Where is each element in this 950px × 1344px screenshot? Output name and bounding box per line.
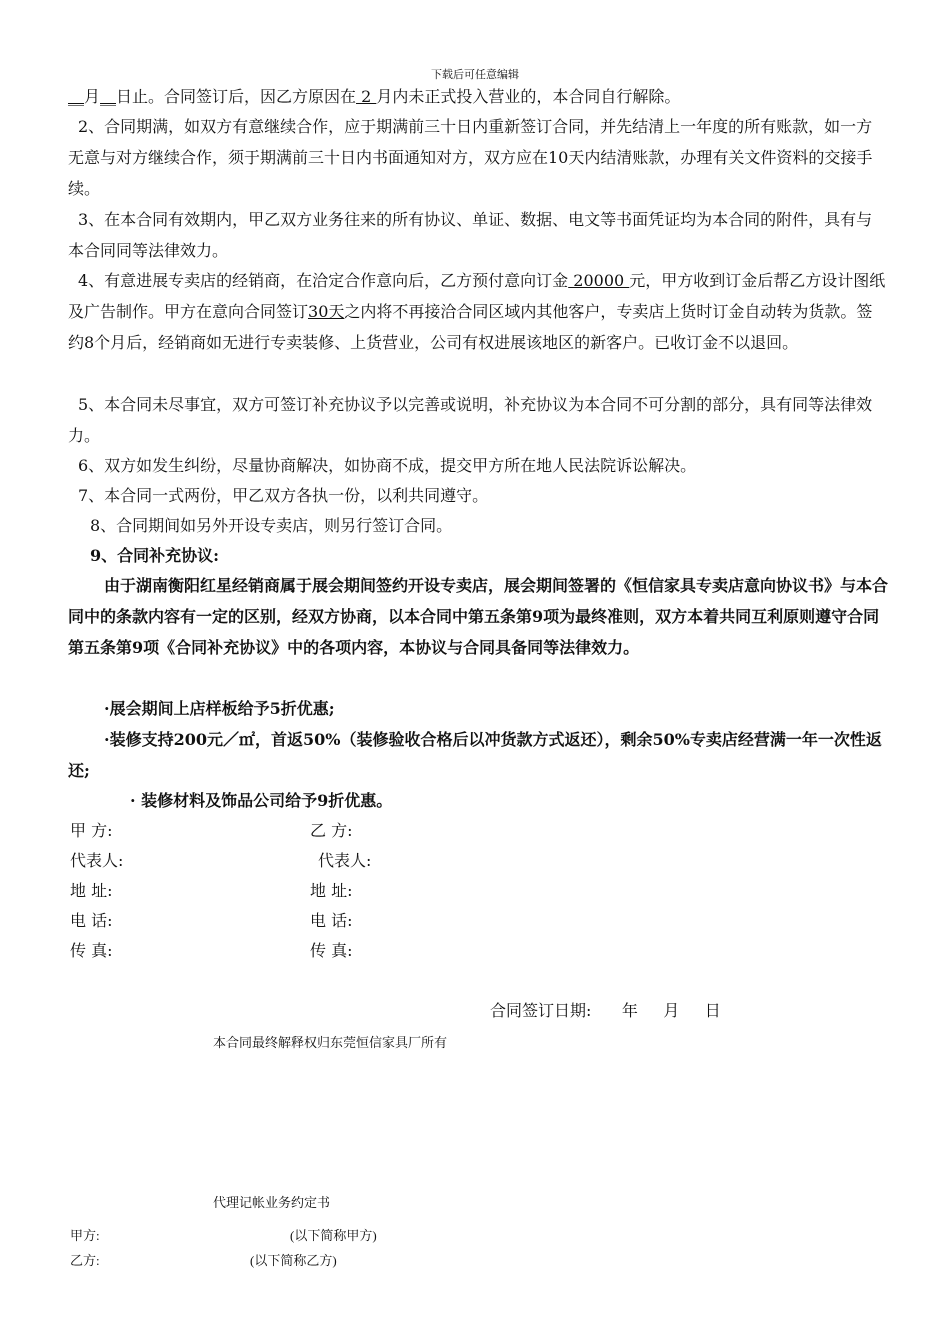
clause-7: 7、本合同一式两份，甲乙双方各执一份，以利共同遵守。 [78,486,489,505]
clause-4-part-b: 元，甲方收到订金后帮乙方设计图纸及广告制作。甲方在意向合同签订 [68,271,886,321]
next-party-a-label: 甲方: [70,1228,100,1243]
next-party-b-note: (以下简称乙方) [250,1253,337,1268]
clause-8: 8、合同期间如另外开设专卖店，则另行签订合同。 [90,516,453,535]
header-note: 下载后可任意编辑 [431,68,519,81]
line1-rest: 日止。合同签订后，因乙方原因在 [116,87,357,106]
month-char: 月 [84,87,101,106]
line1-rest2: 月内未正式投入营业的，本合同自行解除。 [376,87,681,106]
party-b-phone: 电 话: [310,911,353,930]
party-b-fax: 传 真: [310,941,353,960]
clause-4-part-a: 4、有意进展专卖店的经销商，在洽定合作意向后，乙方预付意向订金 [78,271,569,290]
bullet-3: · 装修材料及饰品公司给予9折优惠。 [130,791,393,810]
line-term-end [68,81,888,112]
clause-4-part-c: 之内将不再接洽合同区域内其他客户，专卖店上货时订金自动转为货款。签约8个月后，经销商如无进行专卖装修、上货营业，公司有权进展该地区的新客户。已收订金不以退回。 [68,302,873,352]
clause-4 [68,265,888,358]
sign-date: 合同签订日期: 年 月 日 [490,1001,721,1020]
clause-5: 5、本合同未尽事宜，双方可签订补充协议予以完善或说明，补充协议为本合同不可分割的部分，具有同等法律效力。 [68,395,873,445]
party-a-phone: 电 话: [70,911,113,930]
next-party-a-note: (以下简称甲方) [290,1228,377,1243]
party-a-label: 甲 方: [70,821,113,840]
next-party-b-label: 乙方: [70,1253,100,1268]
deposit-amount: 20000 [568,271,630,290]
months-value: 2 [356,87,377,106]
clause-2: 2、合同期满，如双方有意继续合作，应于期满前三十日内重新签订合同，并先结清上一年度的所有账款，如一方无意与对方继续合作，须于期满前三十日内书面通知对方，双方应在10天内结清账款，办理有关文件资料的交接手续。 [68,117,873,198]
clause-9-title: 9、合同补充协议: [90,546,220,565]
blank-month: __ [68,87,84,106]
clause-6: 6、双方如发生纠纷，尽量协商解决，如协商不成，提交甲方所在地人民法院诉讼解决。 [78,456,697,475]
bullet-2: ·装修支持200元／㎡，首返50%（装修验收合格后以冲货款方式返还），剩余50%专卖店经营满一年一次性返还; [68,730,882,780]
next-doc-title: 代理记帐业务约定书 [213,1195,331,1210]
party-b-representative: 代表人: [318,851,372,870]
interpretation-note: 本合同最终解释权归东莞恒信家具厂所有 [213,1035,448,1050]
clause-9-body: 由于湖南衡阳红星经销商属于展会期间签约开设专卖店，展会期间签署的《恒信家具专卖店意向协议书》与本合同中的条款内容有一定的区别，经双方协商，以本合同中第五条第9项为最终准则，双方本着共同互利原则遵守合同第五条第9项《合同补充协议》中的各项内容，本协议与合同具备同等法律效力。 [68,576,889,657]
party-a-address: 地 址: [70,881,113,900]
party-a-fax: 传 真: [70,941,113,960]
bullet-1: ·展会期间上店样板给予5折优惠; [104,699,335,718]
days-value: 30天 [308,302,345,321]
blank-day: __ [100,87,117,106]
party-a-representative: 代表人: [70,851,124,870]
party-b-address: 地 址: [310,881,353,900]
party-b-label: 乙 方: [310,821,353,840]
clause-3: 3、在本合同有效期内，甲乙双方业务往来的所有协议、单证、数据、电文等书面凭证均为本合同的附件，具有与本合同同等法律效力。 [68,210,873,260]
